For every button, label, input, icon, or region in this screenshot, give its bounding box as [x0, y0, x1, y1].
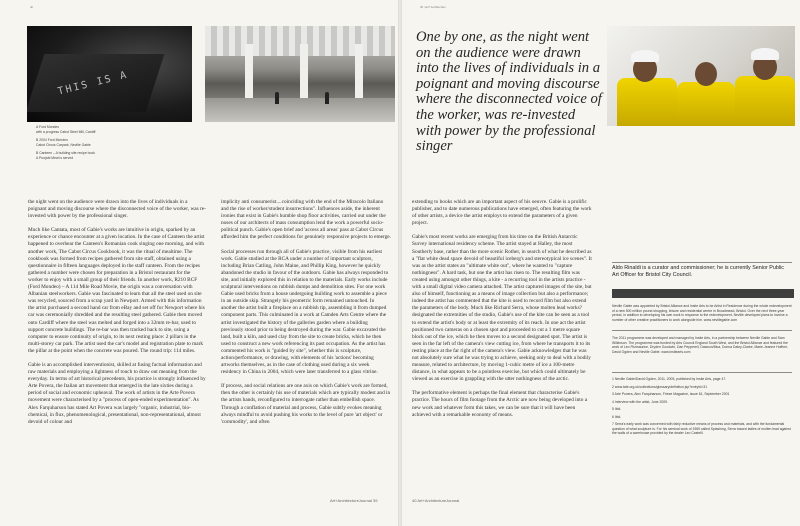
right-folio: 40 | Art+Architecture	[420, 5, 446, 9]
caption-a-text: with a progress Cabot Steel Mill, Cardiff	[36, 129, 96, 134]
slab-inscription: THIS IS A	[56, 69, 130, 98]
note-paragraph: Neville Gabie was appointed by Bristol Alliance and Insite Arts to be Artist in Residence during the whole redevelopment of a new 500 million pound shopping, leisure and residential centre in Broadmead, Bristol. Over the next three-year period, in addition to developing his own work in response to the redevelopment, Neville developed plans to involve a number of other creative practitioners to work alongside him. www.nevillegabie.com	[612, 304, 792, 322]
right-footer: 40 Art+ArchitectureJournal	[412, 498, 460, 503]
footnote: 5 Ibid.	[612, 407, 622, 411]
spine-gutter	[398, 0, 402, 526]
footnote: 4 Interview with the artist, June 2009.	[612, 399, 668, 404]
caption-c-text: A Punjabi Meal is served	[36, 155, 74, 160]
hard-hat	[631, 50, 659, 62]
paragraph: Much like Cantata, most of Gabie's works are intuitive in origin, sparked by an experience or chance encounter at a given location. In the case of Canteen the artist happened to overhear the Canteen's Romanian cook singing one morning, and with another work, The Cabot Circus Cookbook, it was the ritual of mealtime. The cookbook was formed from recipes gathered from site staff, obtained using a questionnaire in fifteen languages deployed in the staff canteen. From the recipes gathered a number were chosen for preparation in a Bristol restaurant for the worker to enjoy with a small group of their friends. In another work, R210 BCF (Ford Mondeo) – A 114 Mile Road Movie, the origin was a conversation with Albanian steelworkers. Gabie was fascinated to learn that all the steel used on site was recycled, sourced from a scrap yard in Newport. Armed with this information the artist purchased a second hand car from eBay and set off for Newport where his car was ceremonially shredded and the resulting steel gathered. Gabie then moved onto Cardiff where the steel was melted and forged into a 32mm re-bar, used to support concrete buildings. The re-bar was then tracked back to site, using a computer to ensure continuity of origin, to its next resting place: 2 pillars in the multi-storey car park. The artist used the car's model and registration plate to mark the pillar at the point when the concrete was poured. The round trip: 114 miles.	[28, 227, 205, 354]
paragraph: Social processes run through all of Gabie's practice, visible from his earliest work. Gabie studied at the RCA under a number of important sculptors, including Brian Catling, John Maine, and Phillip King, however he quickly abandoned the studio in favour of the outdoors. Gabie has always responded to site, and initially explored this in relation to the materials. Early works include sculptural interventions on rubbish dumps and demolition sites. For one work Gabie used bricks from a house undergoing building work to assemble a piece in an outside skip. Strangely his geometric form remained untouched. In another the artist built a fireplace on a rubbish tip, assembling it from dumped component parts. This culminated in a work at Camden Arts Centre where the artist investigated the history of the galleries garden where a building previously stood prior to being destroyed during the war. Gabie excavated the land, built a kiln, and used clay from the site to create bricks, which he then used to construct a new work referencing its past occupation. As the artist has commented his work is "guided by site", whether this is sculpture, action/performance, or drawing, with elements of his 'actions' becoming artworks themselves, as in the case of clothing used during a six week residency in China in 2004, which were later transferred to a glass vitrine.	[221, 248, 389, 376]
notes-divider	[612, 372, 792, 373]
photo-concrete-slab	[27, 26, 192, 122]
worker-jacket	[735, 76, 795, 126]
photo-car-park	[205, 26, 395, 122]
body-column-3	[412, 199, 593, 426]
caption-b-text: Cabot Circus Carpark, Neville Gabie	[36, 142, 91, 147]
paragraph: implicity anti consumerist....coinciding with the end of the Miracolo Italiano and the rise of worker/student insurrections". Influences aside, the inherent ironies that exist in Gabie's humble shop floor activities, carried out under the noses of our architects of mass consumption lend the work a powerful socio-political punch. Gabie's open brief and 'access all areas' pass at Cabot Circus afforded him the perfect conditions for genuinely responsive projects to emerge.	[221, 199, 391, 241]
notes-divider	[612, 330, 792, 331]
paragraph: Gabie's most recent works are emerging from his time on the British Antarctic Survey international residency scheme. The artist stayed at Halley, the most Southerly base, rather than the more scenic Rother, in search of what he described as a "flat white dead space devoid of beautiful iceberg's and stereotypical ice scenes". It was as the artist states an "ultimate white out", where he wanted to "capture nothingness". A hard task, but one the artist has risen to. The resulting film was created using amongst other things, a kite - a recurring tool in the artists practice - with a small digital video camera attached. The artist captured images of the site, but also of himself, functioning as a means of image collection but also a performance; indeed the artist has commented that the kite is used to record film but also extend the parameters of the body. Much like Richard Serra, whose molten lead works? designated the extremities of the studio, Gabie's use of the kite can be seen as a tool to extend the artist's body or at least the extremity of its reach. In one act the artist positioned two cameras on a chosen spot and proceeded to cut a 1 metre square block out of the ice, which he then moves to a second designated spot. The artist is seen in the far left of the camera's view cutting ice, from where he transports it to its resting place at the far right of the camera's view. Gabie acknowledges that he was not absolutely sure what he was trying to achieve, seeking only to deal with a bodily measure, related to architecture, by moving 1-cubic metre of ice a 100-metre distance, in what appears to be a pointless exercise, but which could ultimately be viewed as an exercise in grappling with the utter nothingness of the arctic.	[412, 234, 592, 383]
caption-b	[36, 138, 91, 147]
bio-rule-top	[612, 262, 792, 263]
person-figure	[275, 92, 279, 104]
body-column-1	[28, 199, 206, 433]
caption-a-title: A Ford Mondeo	[36, 125, 60, 129]
worker-jacket	[617, 78, 677, 126]
footnote: 3 Arte Povera, Alex Farquharson, Frieze Magazine, issue 61, September 2001	[612, 392, 730, 396]
notes-block	[612, 336, 794, 357]
left-folio: 40	[30, 5, 33, 9]
footnote: 2 www.tate.org.uk/collections/glossary/definition.jsp?entryId=31	[612, 384, 708, 389]
footnote: 7 Serra's early work was concerned with fairly reductive means of process and materials, and with the fundamental question of what sculpture is. For his seminal work of 1969 called Splashing, Serra tossed ladles of molten lead against the walls of a warehouse provided by the dealer Leo Castelli.	[612, 422, 791, 435]
caption-c	[36, 151, 95, 160]
paragraph: extending to books which are an important aspect of his oeuvre. Gabie is a prolific publisher, and to date numerous publications have emerged, often featuring the work of other artists, a device the artist employs to extend the parameters of a given project.	[412, 199, 592, 227]
left-footer: Art+ArchitectureJournal 39	[330, 498, 378, 503]
notes-header-bar	[612, 289, 794, 298]
car-park-floor	[205, 98, 395, 122]
paragraph: The performative element is perhaps the final element that characterise Gabie's practice. The hours of film footage from the Arctic are now being developed into a new work and whatever form this takes, we can be sure that it will have been achieved with a remarkable economy of means.	[412, 390, 588, 418]
caption-a	[36, 125, 96, 134]
caption-b-title: B 2004 Ford Mondeo	[36, 138, 68, 142]
hard-hat	[751, 48, 779, 60]
footnote: 6 Ibid.	[612, 414, 622, 419]
notes-block	[612, 304, 794, 325]
worker-jacket	[677, 82, 735, 126]
photo-workers-meal	[607, 26, 795, 126]
paragraph: If process, and social relations are one axis on which Gabie's work are formed, then the other is certainly his use of materials which are typically modest and in the artists hands, reconfigured to interrogate rather than embellish space. Through a conflation of material and process, Gabie subtly evokes meaning always mindful to avoid pushing his works to the level of pure 'art object' or 'commodity', and often	[221, 383, 391, 425]
paragraph: Gabie is an accomplished interventionist, skilled at fusing factual information and raw materials and employing a lightness of touch to draw out meaning from the everyday. In terms of art historical precedents, his practice is strongly influenced by Arte Povera, the Italian art movement that emerged in the late sixties during a period of social and economic upheaval. The work of artists in the Arte Povera movement were characterised by a "process of open-ended experimentation". As Alex Farquharson has stated Art Povera was largely "organic, industrial, bio-chemical, in flux, phenomenological, presentational, non-representational, almost devoid of colour and	[28, 361, 206, 425]
body-column-2	[221, 199, 391, 433]
note-paragraph: The 2011 programme was developed and managed by Insite Arts, in a partnership between Neville Gabie and Sam Wilkinson. The programme was funded by Arts Council England South West, and the Bristol Alliance and featured the work of Leo Fitzmaurice, Dryden Goodwin, Dan Pepperell, Dawson/Mua, Donna Daley-Clarke, Marie-Jeanne Hoffner, David Ogden and Neville Gabie. www.insitearts.com	[612, 336, 788, 354]
footnote: 1 Neville Gabie/David Ogden, 2011, 2005, published by Insite Arts, page 47.	[612, 377, 727, 381]
footnotes	[612, 377, 794, 439]
worker-head	[695, 62, 717, 86]
person-figure	[325, 92, 329, 104]
paragraph: the night went on the audience were drawn into the lives of individuals in a poignant and moving discourse where the disconnected voice of the worker, was re-invested with power by the professional singer.	[28, 199, 206, 220]
caption-c-title: B Canteen – A building site recipe book	[36, 151, 95, 155]
author-bio: Aldo Rinaldi is a curator and commissioner; he is currently Senior Public Art Officer for Bristol City Council.	[612, 265, 784, 278]
pull-quote: One by one, as the night went on the audience were drawn into the lives of individuals in a poignant and moving discourse where the disconnected voice of the worker, was re-invested with power by the professional singer	[416, 29, 602, 155]
